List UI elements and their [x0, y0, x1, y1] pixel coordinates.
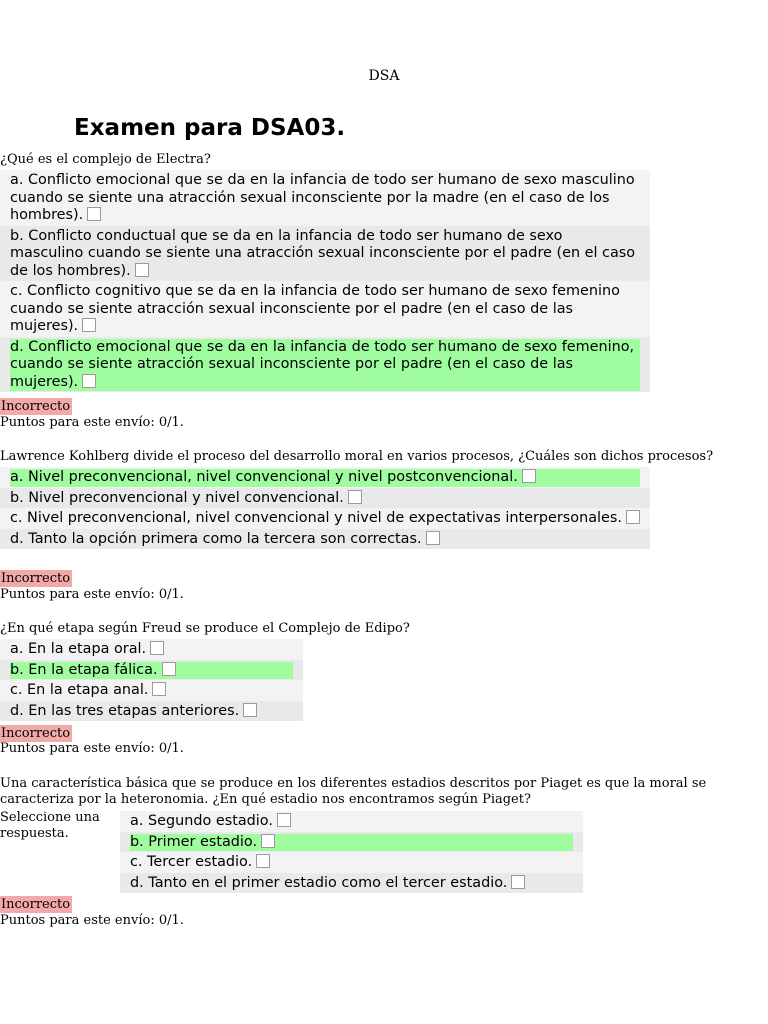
checkbox[interactable] — [82, 318, 96, 332]
question-3-text: ¿En qué etapa según Freud se produce el Complejo de Edipo? — [0, 621, 410, 636]
option-label: d. Tanto la opción primera como la tercera son correctas. — [10, 530, 422, 547]
option-label: c. Tercer estadio. — [130, 854, 253, 870]
question-1-points: Puntos para este envío: 0/1. — [0, 415, 184, 430]
checkbox[interactable] — [82, 374, 96, 388]
checkbox[interactable] — [150, 641, 164, 655]
question-2-points: Puntos para este envío: 0/1. — [0, 587, 184, 602]
question-3-option-b[interactable] — [0, 660, 303, 681]
select-answer-label: Seleccione una respuesta. — [0, 810, 100, 841]
question-4-result: Incorrecto — [1, 897, 71, 912]
question-3-option-c[interactable] — [0, 680, 303, 701]
question-2-text: Lawrence Kohlberg divide el proceso del desarrollo moral en varios procesos, ¿Cuáles son dichos procesos? — [0, 449, 714, 464]
checkbox[interactable] — [277, 813, 291, 827]
question-4-option-d[interactable] — [120, 873, 583, 894]
checkbox[interactable] — [522, 469, 536, 483]
question-2-option-d[interactable] — [0, 529, 650, 550]
question-1-option-c[interactable] — [0, 281, 650, 337]
question-4-options — [120, 811, 583, 893]
question-4-points: Puntos para este envío: 0/1. — [0, 913, 184, 928]
checkbox[interactable] — [162, 662, 176, 676]
checkbox[interactable] — [135, 263, 149, 277]
option-label: a. Conflicto emocional que se da en la infancia de todo ser humano de sexo masculino cuando se siente una atracción sexual inconsciente por la madre (en el caso de los hombres). — [10, 172, 635, 223]
question-2-option-a[interactable] — [0, 467, 650, 488]
option-label: b. Conflicto conductual que se da en la infancia de todo ser humano de sexo masculino cuando se siente una atracción sexual inconsciente por el padre (en el caso de los hombres). — [10, 227, 636, 279]
question-2-option-c[interactable] — [0, 508, 650, 529]
page-title: Examen para DSA03. — [74, 115, 346, 141]
checkbox[interactable] — [87, 207, 101, 221]
option-label: c. Nivel preconvencional, nivel convencional y nivel de expectativas interpersonales. — [10, 510, 622, 526]
question-3-option-d[interactable] — [0, 701, 303, 722]
site-header: DSA — [368, 68, 400, 84]
question-1-option-b[interactable] — [0, 226, 650, 282]
checkbox[interactable] — [626, 510, 640, 524]
question-1-text: ¿Qué es el complejo de Electra? — [0, 152, 211, 167]
option-label: b. En la etapa fálica. — [10, 661, 158, 678]
question-4-option-a[interactable] — [120, 811, 583, 832]
question-3-options — [0, 639, 303, 721]
question-3-option-a[interactable] — [0, 639, 303, 660]
question-2-option-b[interactable] — [0, 488, 650, 509]
question-4-option-c[interactable] — [120, 852, 583, 873]
checkbox[interactable] — [152, 682, 166, 696]
option-label: b. Nivel preconvencional y nivel convencional. — [10, 489, 344, 506]
checkbox[interactable] — [256, 854, 270, 868]
question-4-option-b[interactable] — [120, 832, 583, 853]
option-label: a. Segundo estadio. — [130, 813, 273, 829]
question-1-option-d[interactable] — [0, 337, 650, 393]
checkbox[interactable] — [511, 875, 525, 889]
option-label: a. Nivel preconvencional, nivel convencional y nivel postconvencional. — [10, 469, 518, 485]
question-2-result: Incorrecto — [1, 571, 71, 586]
option-label: a. En la etapa oral. — [10, 641, 147, 657]
checkbox[interactable] — [261, 834, 275, 848]
checkbox[interactable] — [426, 531, 440, 545]
question-1-option-a[interactable] — [0, 170, 650, 226]
option-label: b. Primer estadio. — [130, 833, 258, 850]
question-3-result: Incorrecto — [1, 726, 71, 741]
question-1-result: Incorrecto — [1, 399, 71, 414]
checkbox[interactable] — [348, 490, 362, 504]
option-label: d. En las tres etapas anteriores. — [10, 702, 240, 719]
question-3-points: Puntos para este envío: 0/1. — [0, 741, 184, 756]
question-2-options — [0, 467, 650, 549]
question-4-text: Una característica básica que se produce en los diferentes estadios descritos por Piaget es que la moral se caracteriza por la heteronomia. ¿En qué estadio nos encontramos según Piaget? — [0, 776, 707, 807]
option-label: c. Conflicto cognitivo que se da en la infancia de todo ser humano de sexo femenino cuando se siente atracción sexual inconsciente por el padre (en el caso de las mujeres). — [10, 283, 620, 334]
option-label: d. Tanto en el primer estadio como el tercer estadio. — [130, 874, 508, 891]
checkbox[interactable] — [243, 703, 257, 717]
question-1-options — [0, 170, 650, 392]
option-label: d. Conflicto emocional que se da en la infancia de todo ser humano de sexo femenino, cuando se siente atracción sexual inconsciente por el padre (en el caso de las mujeres). — [10, 338, 635, 390]
option-label: c. En la etapa anal. — [10, 682, 149, 698]
